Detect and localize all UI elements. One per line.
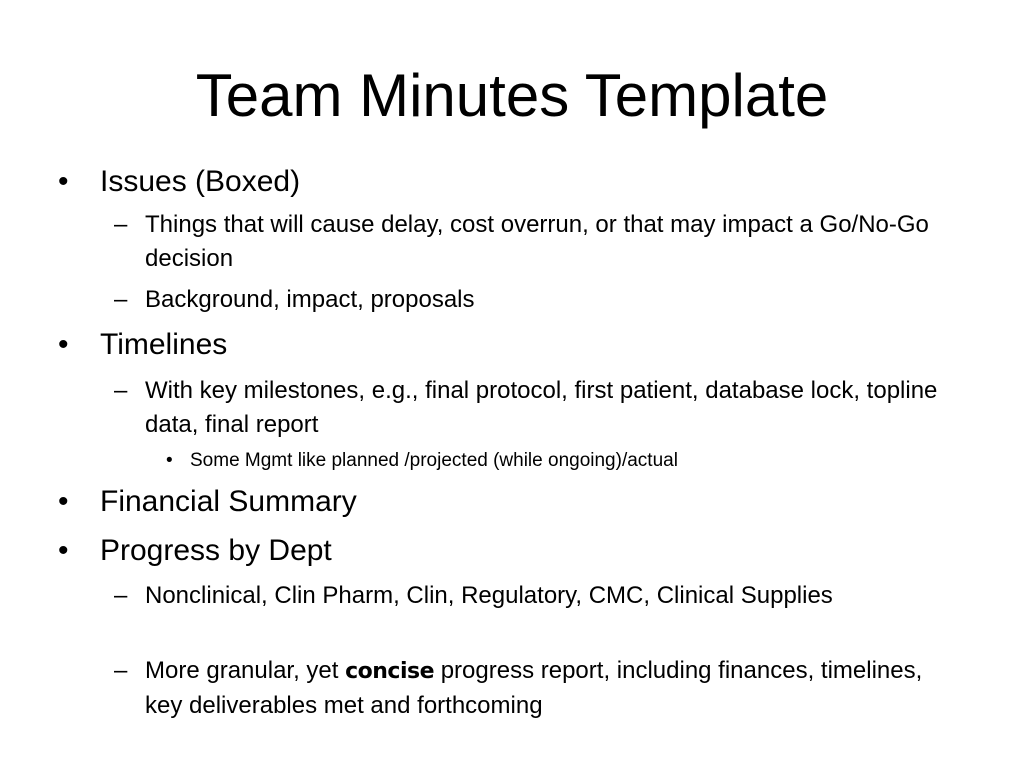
- sub-item-text-before: More granular, yet: [145, 657, 346, 684]
- emphasis-text: concise: [345, 659, 435, 684]
- bullet-icon: •: [58, 328, 69, 361]
- sub-item-text-after: progress report, including finances, timelines, key deliverables met and forthcoming: [145, 657, 923, 719]
- bullet-label: Issues (Boxed): [100, 165, 301, 198]
- bullet-label: Timelines: [100, 328, 228, 361]
- slide-title: Team Minutes Template: [195, 62, 829, 129]
- sub-item-label: With key milestones, e.g., final protocol, first patient, database lock, topline data, final report: [145, 377, 938, 438]
- dash-icon: –: [114, 582, 128, 609]
- bullet-icon: •: [58, 165, 69, 198]
- dash-icon: –: [114, 211, 128, 238]
- sub-item-label: Things that will cause delay, cost overrun, or that may impact a Go/No-Go decision: [145, 211, 929, 272]
- dash-icon: –: [114, 657, 128, 684]
- bullet-icon: •: [166, 450, 173, 471]
- sub-sub-item-label: Some Mgmt like planned /projected (while ongoing)/actual: [190, 450, 678, 471]
- bullet-icon: •: [58, 485, 69, 518]
- sub-item-label: [145, 654, 945, 723]
- dash-icon: –: [114, 286, 128, 313]
- bullet-label: Progress by Dept: [100, 534, 332, 567]
- sub-item-label: Nonclinical, Clin Pharm, Clin, Regulatory, CMC, Clinical Supplies: [145, 582, 833, 609]
- sub-item-label: Background, impact, proposals: [145, 286, 475, 313]
- bullet-icon: •: [58, 534, 69, 567]
- bullet-label: Financial Summary: [100, 485, 357, 518]
- dash-icon: –: [114, 377, 128, 404]
